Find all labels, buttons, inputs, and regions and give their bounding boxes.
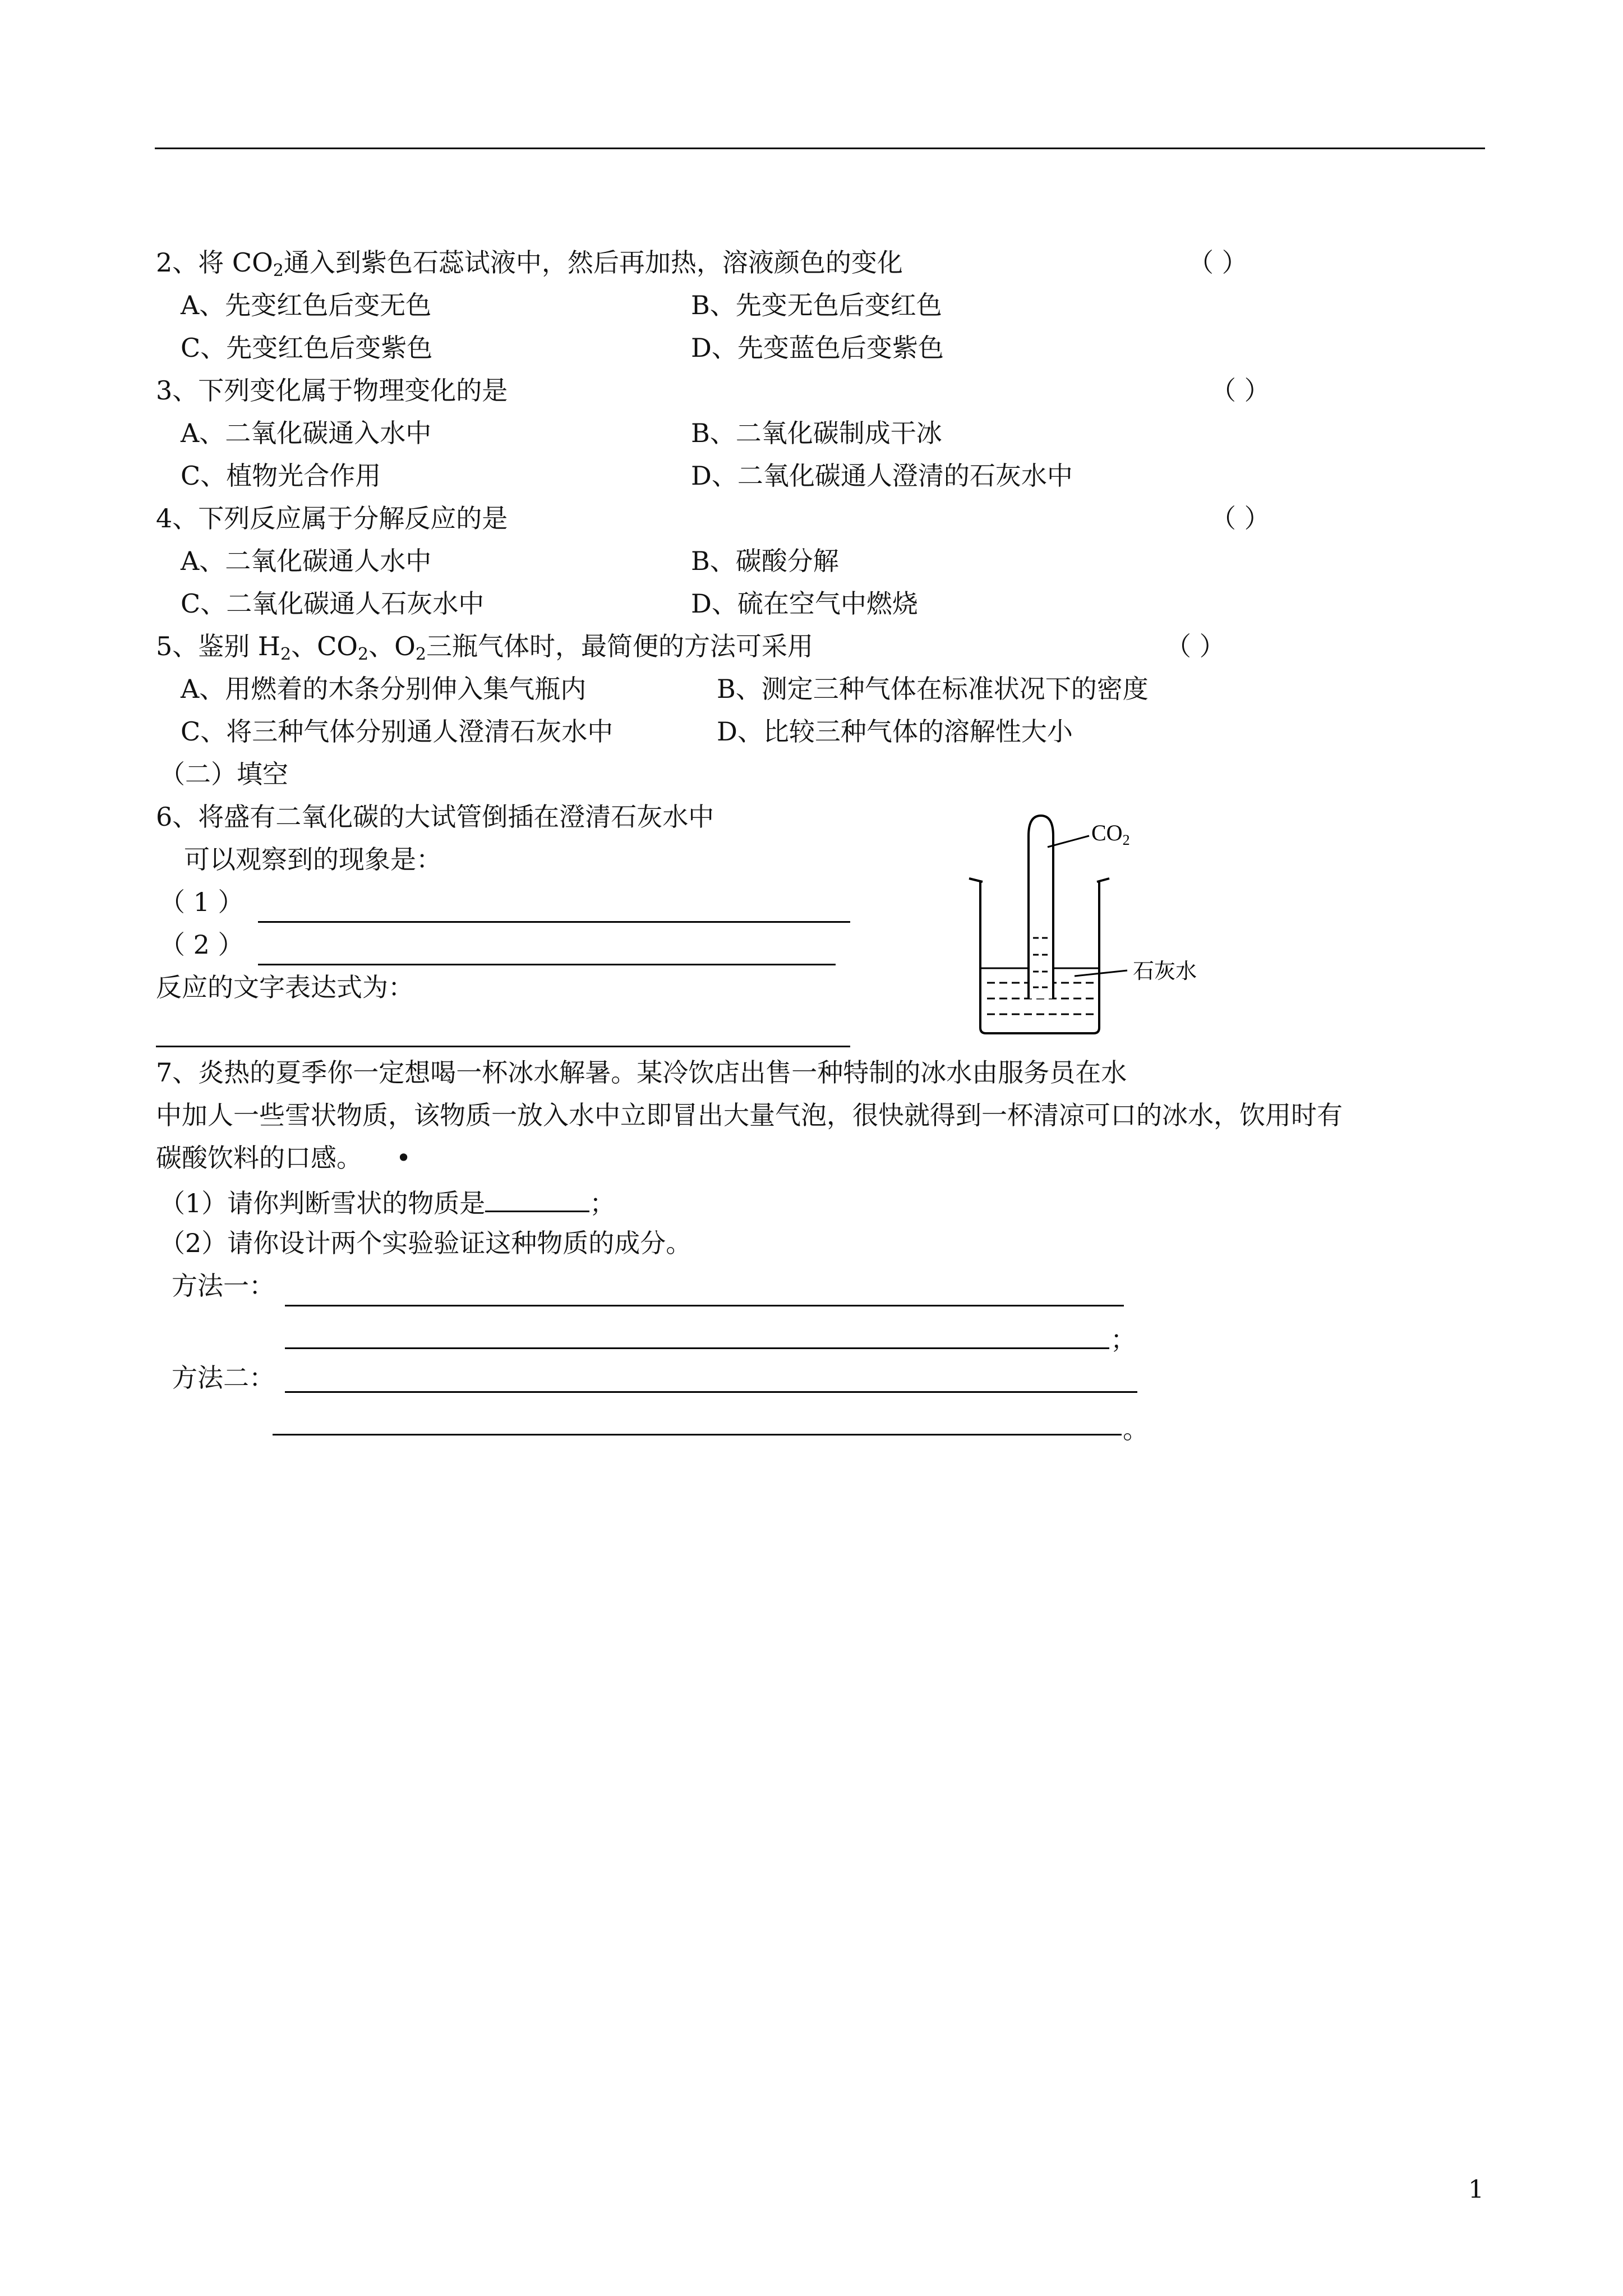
- limewater-leader: [1075, 970, 1127, 976]
- method-2-line-2[interactable]: [273, 1434, 1122, 1435]
- q2-option-d[interactable]: D、先变蓝色后变紫色: [691, 333, 944, 363]
- q7-sub-1-blank[interactable]: [485, 1185, 589, 1212]
- header-rule: [155, 148, 1485, 149]
- q6-item-1-label: （ 1 ）: [159, 887, 244, 917]
- answer-paren-2[interactable]: （ ）: [1188, 247, 1248, 278]
- method-2-end: 。: [1123, 1414, 1149, 1444]
- q4-option-c[interactable]: C、二氧化碳通人石灰水中: [181, 588, 485, 619]
- method-1-line-2[interactable]: [285, 1347, 1109, 1349]
- q3-option-c[interactable]: C、植物光合作用: [181, 461, 381, 491]
- question-4: 4、下列反应属于分解反应的是: [156, 503, 508, 533]
- q3-option-b[interactable]: B、二氧化碳制成干冰: [691, 418, 942, 448]
- q3-option-a[interactable]: A、二氧化碳通入水中: [181, 418, 432, 448]
- q2-option-b[interactable]: B、先变无色后变红色: [691, 290, 942, 320]
- page-number: 1: [1468, 2175, 1484, 2204]
- q5-option-b[interactable]: B、测定三种气体在标准状况下的密度: [717, 674, 1149, 704]
- question-7-line-2: 中加人一些雪状物质，该物质一放入水中立即冒出大量气泡，很快就得到一杯清凉可口的冰水，饮用时有: [156, 1100, 1343, 1130]
- method-2-label: 方法二：: [172, 1363, 275, 1393]
- q2-option-c[interactable]: C、先变红色后变紫色: [181, 333, 433, 363]
- answer-paren-5[interactable]: （ ）: [1165, 631, 1225, 661]
- co2-label: $CO_2$: [1091, 820, 1130, 848]
- method-1-end: ；: [1110, 1324, 1136, 1355]
- method-1-label: 方法一：: [172, 1271, 275, 1301]
- q6-expression-line[interactable]: [156, 1046, 850, 1047]
- q3-option-d[interactable]: D、二氧化碳通人澄清的石灰水中: [691, 461, 1073, 491]
- q6-expression-label: 反应的文字表达式为：: [156, 972, 414, 1002]
- q7-sub-2: （2）请你设计两个实验验证这种物质的成分。: [159, 1228, 692, 1258]
- limewater-label: 石灰水: [1133, 959, 1197, 983]
- q7-sub-1: （1）请你判断雪状的物质是 ；: [159, 1185, 615, 1219]
- answer-paren-3[interactable]: （ ）: [1210, 375, 1270, 406]
- beaker-diagram: [965, 808, 1245, 1043]
- beaker-svg: [965, 808, 1245, 1043]
- question-2: 2、将 $CO_2$通入到紫色石蕊试液中，然后再加热，溶液颜色的变化: [156, 247, 903, 280]
- q4-option-b[interactable]: B、碳酸分解: [691, 546, 839, 576]
- q6-answer-line-1[interactable]: [258, 921, 850, 923]
- q5-option-c[interactable]: C、将三种气体分别通人澄清石灰水中: [181, 716, 614, 747]
- q6-item-2-label: （ 2 ）: [159, 930, 244, 960]
- question-7-line-3: 碳酸饮料的口感。 •: [156, 1143, 412, 1173]
- method-2-line-1[interactable]: [285, 1391, 1137, 1393]
- stray-dot: •: [396, 1143, 412, 1173]
- question-5: 5、鉴别 $H_2$、$CO_2$、$O_2$三瓶气体时，最简便的方法可采用: [156, 631, 813, 664]
- q6-answer-line-2[interactable]: [258, 964, 836, 965]
- question-6: 6、将盛有二氧化碳的大试管倒插在澄清石灰水中: [156, 802, 714, 832]
- question-7-line-1: 7、炎热的夏季你一定想喝一杯冰水解暑。某冷饮店出售一种特制的冰水由服务员在水: [156, 1057, 1127, 1088]
- q4-option-d[interactable]: D、硫在空气中燃烧: [691, 588, 918, 619]
- question-6-prompt: 可以观察到的现象是：: [184, 844, 442, 875]
- method-1-line-1[interactable]: [285, 1305, 1124, 1306]
- q4-option-a[interactable]: A、二氧化碳通人水中: [181, 546, 432, 576]
- test-tube: [1029, 816, 1053, 999]
- q5-option-a[interactable]: A、用燃着的木条分别伸入集气瓶内: [181, 674, 587, 704]
- section-heading-fill-in: （二）填空: [159, 759, 288, 789]
- q2-option-a[interactable]: A、先变红色后变无色: [181, 290, 432, 320]
- q5-option-d[interactable]: D、比较三种气体的溶解性大小: [717, 716, 1073, 747]
- question-3: 3、下列变化属于物理变化的是: [156, 375, 508, 406]
- answer-paren-4[interactable]: （ ）: [1210, 503, 1270, 533]
